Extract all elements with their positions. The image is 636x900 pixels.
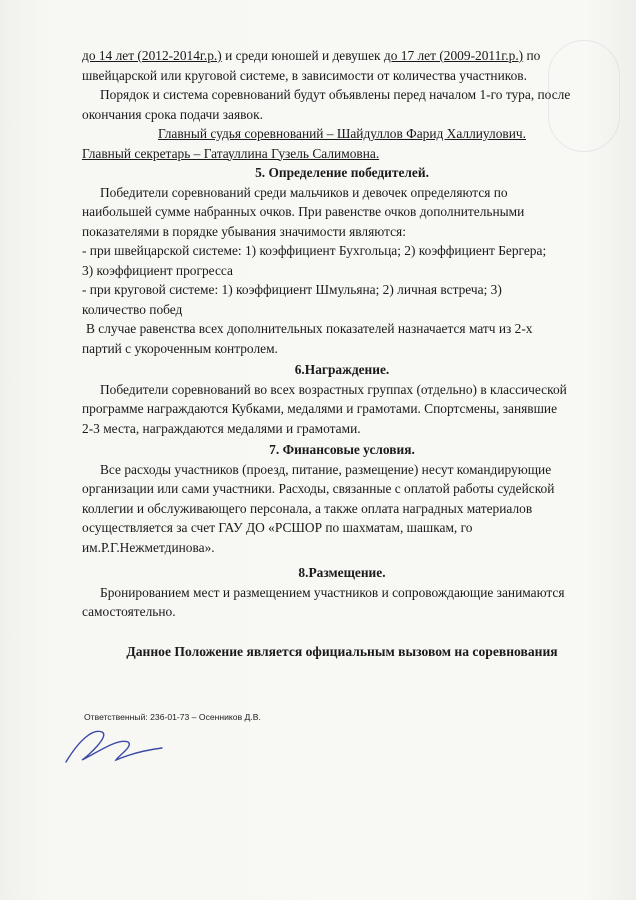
official-call-statement: Данное Положение является официальным вызовом на соревнования [126, 643, 558, 659]
section-5-title: 5. Определение победителей. [255, 165, 429, 180]
section-7-text: им.Р.Г.Нежметдинова». [82, 539, 215, 555]
section-5-text: показателями в порядке убывания значимости являются: [82, 223, 406, 239]
section-8-text: Бронированием мест и размещением участников и сопровождающие занимаются [100, 584, 565, 600]
section-5-text: количество побед [82, 301, 183, 317]
section-7-text: организации или сами участники. Расходы, связанные с оплатой работы судейской [82, 481, 555, 496]
chief-judge: Главный судья соревнований – Шайдуллов Фарид Халлиулович. [158, 126, 526, 141]
line-order-cont: окончания срока подачи заявок. [82, 106, 263, 122]
section-6-title: 6.Награждение. [294, 362, 390, 377]
line-order: Порядок и система соревнований будут объявлены перед началом 1-го тура, после [100, 87, 571, 102]
section-5-text: В случае равенства всех дополнительных показателей назначается матч из 2-х [86, 321, 533, 336]
section-7-text: коллегии и обслуживающего персонала, а также оплата наградных материалов [82, 500, 533, 516]
section-8-title: 8.Размещение. [298, 565, 386, 580]
section-6-text: Победители соревнований во всех возрастных группах (отдельно) в классической [100, 381, 567, 397]
responsible-person: Ответственный: 236-01-73 – Осенников Д.В. [84, 712, 261, 722]
section-5-text: наибольшей сумме набранных очков. При равенстве очков дополнительными [82, 204, 525, 219]
section-5-text: - при швейцарской системе: 1) коэффициент Бухгольца; 2) коэффициент Бергера; [82, 243, 547, 258]
line-system: швейцарской или круговой системе, в зависимости от количества участников. [82, 67, 527, 83]
line-age-groups: до 14 лет (2012-2014г.р.) и среди юношей и девушек до 17 лет (2009-2011г.р.) по [82, 48, 541, 63]
document-body [82, 46, 602, 661]
section-5-text: партий с укороченным контролем. [82, 340, 278, 356]
signature-icon [58, 722, 168, 772]
section-6-text: 2-3 места, награждаются медалями и грамотами. [82, 420, 361, 436]
section-6-text: программе награждаются Кубками, медалями и грамотами. Спортсмены, занявшие [82, 401, 558, 416]
section-5-text: 3) коэффициент прогресса [82, 262, 233, 278]
section-7-title: 7. Финансовые условия. [269, 442, 415, 457]
chief-secretary: Главный секретарь – Гатауллина Гузель Салимовна. [82, 145, 380, 161]
section-7-text: Все расходы участников (проезд, питание, размещение) несут командирующие [100, 461, 552, 477]
section-5-text: Победители соревнований среди мальчиков и девочек определяются по [100, 184, 508, 200]
section-8-text: самостоятельно. [82, 604, 176, 619]
section-7-text: осуществляется за счет ГАУ ДО «РСШОР по шахматам, шашкам, го [82, 520, 473, 535]
section-5-text: - при круговой системе: 1) коэффициент Шмульяна; 2) личная встреча; 3) [82, 282, 502, 297]
